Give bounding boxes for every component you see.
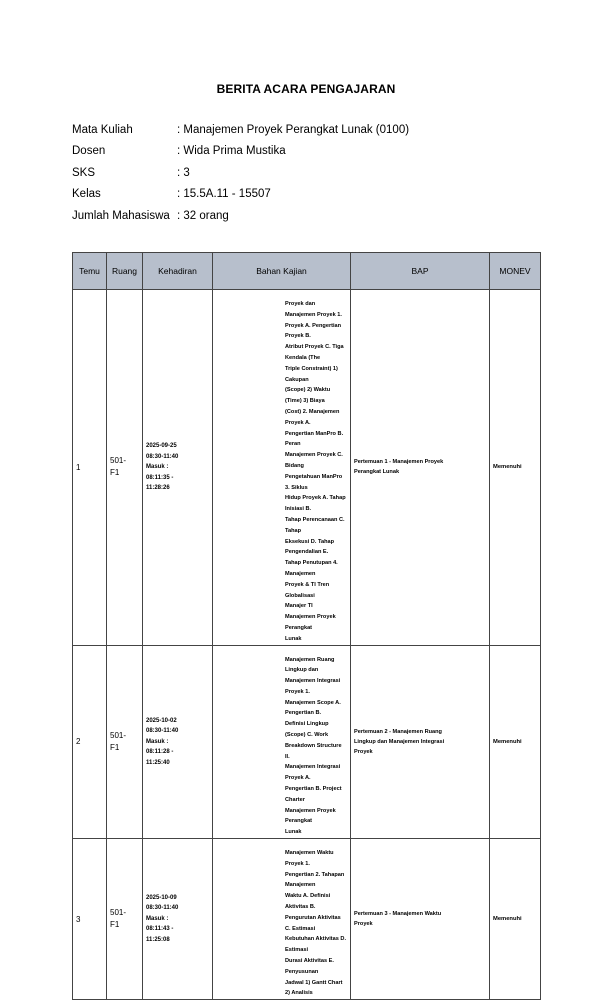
cell-line: Tahap Penutupan 4. Manajemen	[285, 560, 338, 577]
document-title: BERITA ACARA PENGAJARAN	[216, 82, 396, 96]
cell-bap	[351, 290, 490, 646]
header-temu: Temu	[73, 253, 107, 290]
cell-line: 08:11:28 -	[146, 749, 174, 756]
cell-bap	[351, 645, 490, 839]
cell-line: 11:25:40	[146, 759, 170, 766]
cell-line: (Scope) 2) Waktu (Time) 3) Biaya	[285, 387, 331, 405]
cell-line: Kebutuhan Aktivitas D. Estimasi	[285, 936, 347, 954]
cell-line: Manajemen Proyek C. Bidang	[285, 452, 343, 469]
cell-line: Perangkat Lunak	[354, 469, 400, 476]
cell-line: Lunak	[285, 829, 302, 836]
cell-line: 11:25:08	[146, 936, 170, 943]
cell-line: Manajemen Integrasi Proyek 1.	[285, 678, 341, 695]
cell-line: Masuk :	[146, 464, 169, 470]
info-value: : 15.5A.11 - 15507	[177, 188, 271, 201]
info-label: SKS	[72, 166, 96, 179]
header-bahan-kajian: Bahan Kajian	[213, 253, 351, 290]
info-value: : 3	[177, 166, 190, 179]
cell-line: 2025-10-02	[146, 717, 177, 724]
cell-line: Breakdown Structure II.	[285, 742, 342, 760]
cell-line: F1	[110, 920, 120, 930]
cell-line: Manajemen Ruang Lingkup dan	[285, 656, 335, 674]
cell-line: Proyek dan Manajemen Proyek 1.	[285, 301, 342, 318]
cell-line: Pengetahuan ManPro 3. Siklus	[285, 473, 343, 491]
cell-line: Durasi Aktivitas E. Penyusunan	[285, 958, 334, 975]
cell-line: Pertemuan 2 - Manajemen Ruang	[354, 728, 442, 735]
cell-line: Masuk :	[146, 738, 169, 745]
cell-line: 501-	[110, 456, 127, 466]
cell-kehadiran	[143, 645, 213, 839]
cell-line: Manajemen Scope A. Pengertian B.	[285, 699, 341, 717]
cell-line: Triple Constraint) 1) Cakupan	[285, 365, 338, 383]
header-monev: MONEV	[490, 253, 541, 290]
cell-line: Proyek & TI Tren Globalisasi	[285, 581, 330, 599]
cell-line: Atribut Proyek C. Tiga Kendala (The	[285, 344, 344, 361]
cell-monev: Memenuhi	[490, 290, 541, 646]
cell-ruang	[107, 290, 143, 646]
cell-line: 501-	[110, 908, 127, 918]
cell-line: 08:30-11:40	[146, 905, 179, 912]
cell-line: Definisi Lingkup (Scope) C. Work	[285, 721, 329, 739]
cell-line: 08:30-11:40	[146, 728, 179, 735]
cell-line: 2025-10-09	[146, 894, 177, 901]
cell-line: Manajemen Waktu Proyek 1.	[285, 850, 334, 867]
cell-line: Lingkup dan Manajemen Integrasi	[354, 738, 445, 745]
cell-temu: 2	[73, 645, 107, 839]
cell-line: 2025-09-25	[146, 443, 177, 449]
cell-ruang	[107, 839, 143, 1000]
cell-line: Lunak	[285, 635, 302, 642]
table-row	[73, 839, 541, 1000]
cell-ruang	[107, 645, 143, 839]
cell-line: 08:30-11:40	[146, 453, 179, 460]
header-ruang: Ruang	[107, 253, 143, 290]
info-value: : Wida Prima Mustika	[177, 145, 286, 158]
cell-line: Pengurutan Aktivitas C. Estimasi	[285, 914, 341, 932]
cell-line: Hidup Proyek A. Tahap Inisiasi B.	[285, 495, 346, 513]
cell-line: 08:11:43 -	[146, 926, 174, 933]
cell-line: Tahap Perencanaan C. Tahap	[285, 516, 345, 534]
cell-line: Pengertian B. Project Charter	[285, 786, 342, 803]
cell-line: 11:28:26	[146, 485, 170, 491]
cell-line: Pengertian ManPro B. Peran	[285, 430, 344, 448]
cell-monev: Memenuhi	[490, 839, 541, 1000]
cell-line: Manajemen Integrasi Proyek A.	[285, 764, 341, 782]
cell-line: Manajer TI	[285, 603, 313, 610]
info-value: : 32 orang	[177, 209, 229, 222]
cell-bahan-kajian	[213, 290, 351, 646]
cell-line: 501-	[110, 730, 127, 740]
table-row	[73, 290, 541, 646]
cell-bap	[351, 839, 490, 1000]
cell-line: Eksekusi D. Tahap Pengendalian E.	[285, 538, 335, 556]
cell-line: F1	[110, 742, 120, 752]
teaching-record-table	[72, 252, 541, 1000]
table-header-row	[73, 253, 541, 290]
cell-kehadiran	[143, 839, 213, 1000]
info-label: Jumlah Mahasiswa	[72, 209, 170, 222]
cell-line: Masuk :	[146, 915, 169, 922]
cell-temu: 3	[73, 839, 107, 1000]
cell-line: Manajemen Proyek Perangkat	[285, 614, 336, 631]
header-kehadiran: Kehadiran	[143, 253, 213, 290]
info-label: Mata Kuliah	[72, 124, 133, 136]
info-value: : Manajemen Proyek Perangkat Lunak (0100)	[177, 124, 410, 136]
cell-line: Proyek	[354, 748, 373, 755]
header-bap: BAP	[351, 253, 490, 290]
cell-line: Proyek	[354, 921, 373, 928]
cell-line: 08:11:35 -	[146, 474, 174, 481]
info-label: Dosen	[72, 145, 106, 158]
cell-line: F1	[110, 468, 120, 478]
cell-line: Pertemuan 3 - Manajemen Waktu	[354, 911, 442, 918]
cell-line: Proyek A. Pengertian Proyek B.	[285, 322, 342, 340]
cell-temu: 1	[73, 290, 107, 646]
info-label: Kelas	[72, 188, 101, 201]
cell-monev: Memenuhi	[490, 645, 541, 839]
cell-line: Pengertian 2. Tahapan Manajemen	[285, 871, 345, 889]
cell-bahan-kajian	[213, 839, 351, 1000]
cell-line: Pertemuan 1 - Manajemen Proyek	[354, 459, 444, 466]
cell-line: Jadwal 1) Gantt Chart 2) Analisis	[285, 979, 343, 997]
cell-line: Manajemen Proyek Perangkat	[285, 807, 336, 825]
cell-kehadiran	[143, 290, 213, 646]
cell-line: Waktu A. Definisi Aktivitas B.	[285, 893, 331, 911]
cell-bahan-kajian	[213, 645, 351, 839]
table-row	[73, 645, 541, 839]
cell-line: (Cost) 2. Manajemen Proyek A.	[285, 408, 340, 426]
